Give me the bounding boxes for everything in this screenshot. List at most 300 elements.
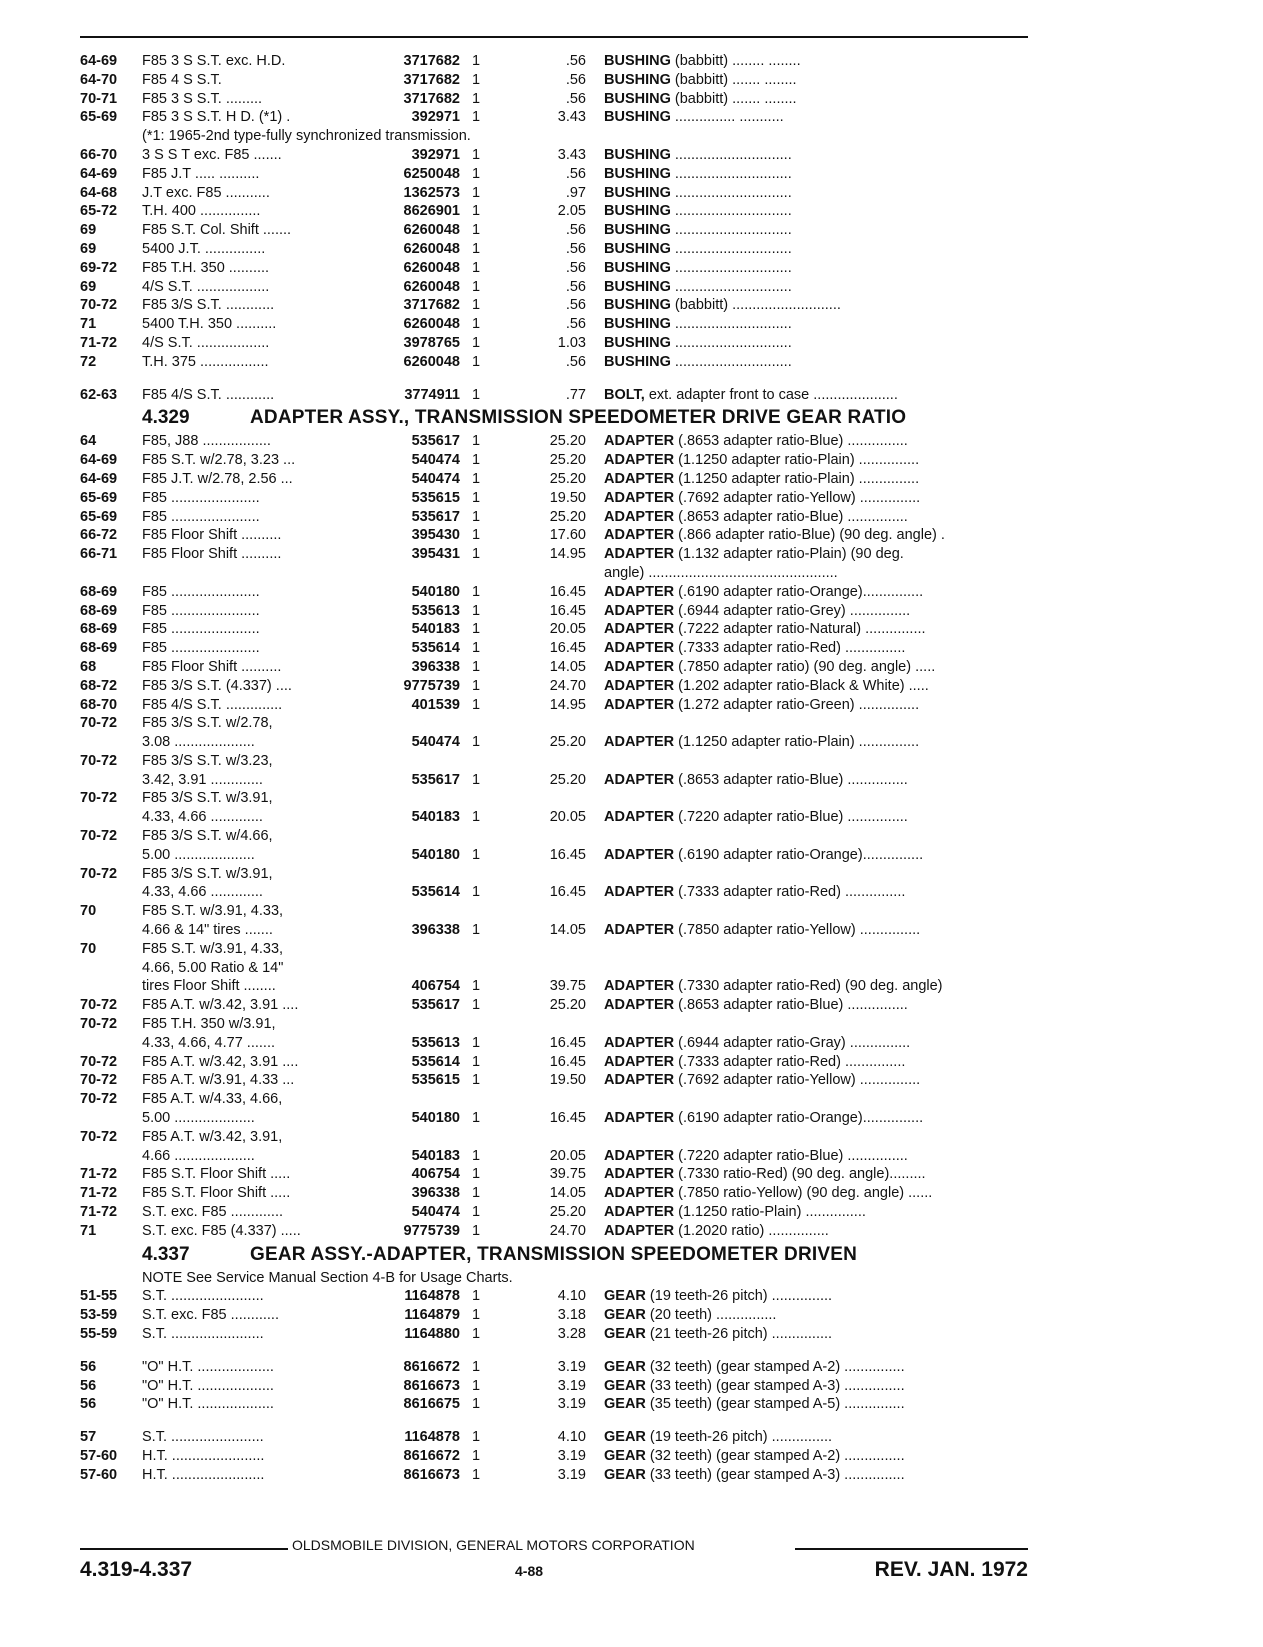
part-name-keyword: ADAPTER <box>604 997 675 1014</box>
part-name <box>604 71 1028 90</box>
price: 20.05 <box>549 1147 586 1164</box>
application: S.T. exc. F85 ............ <box>142 1307 279 1324</box>
part-name-detail: (.8653 adapter ratio-Blue) ............... <box>674 433 908 450</box>
part-row <box>80 846 1028 865</box>
price: .56 <box>565 53 586 69</box>
application: F85 A.T. w/3.91, 4.33 ... <box>142 1072 295 1089</box>
model-years: 70-72 <box>80 790 118 807</box>
price: 25.20 <box>549 470 586 487</box>
part-row <box>80 1034 1028 1053</box>
part-number: 535617 <box>411 771 460 788</box>
part-name-keyword: ADAPTER <box>604 1204 675 1221</box>
part-row <box>80 1466 1028 1485</box>
part-row <box>80 202 1028 221</box>
part-number: 8626901 <box>403 203 460 220</box>
part-name-keyword: ADAPTER <box>604 1185 675 1202</box>
row-spacer <box>80 372 1028 386</box>
part-number: 540180 <box>411 1110 460 1127</box>
application: 5.00 .................... <box>142 1110 255 1127</box>
model-years: 70-72 <box>80 715 118 732</box>
application: F85 J.T ..... .......... <box>142 165 260 182</box>
part-number: 8616672 <box>403 1447 460 1464</box>
model-years: 68-69 <box>80 602 118 619</box>
part-row <box>80 334 1028 353</box>
price: .56 <box>565 222 586 239</box>
part-name <box>604 1377 1028 1396</box>
part-row <box>80 90 1028 109</box>
part-name <box>604 184 1028 203</box>
part-row <box>80 1015 1028 1034</box>
price: 25.20 <box>549 1204 586 1221</box>
part-row <box>80 1090 1028 1109</box>
quantity: 1 <box>472 978 481 995</box>
part-name <box>604 1447 1028 1466</box>
part-number: 3717682 <box>403 71 460 88</box>
quantity: 1 <box>472 334 481 351</box>
part-name-detail: (.7333 adapter ratio-Red) ............... <box>674 1053 906 1070</box>
part-row <box>80 883 1028 902</box>
part-row <box>80 386 1028 405</box>
model-years: 70-72 <box>80 828 118 845</box>
quantity: 1 <box>472 222 481 239</box>
model-years: 53-59 <box>80 1307 118 1324</box>
application: S.T. exc. F85 ............. <box>142 1204 284 1221</box>
part-name-keyword: ADAPTER <box>604 978 675 995</box>
application: F85 A.T. w/3.42, 3.91 .... <box>142 1053 299 1070</box>
application: "O" H.T. ................... <box>142 1358 274 1375</box>
quantity: 1 <box>472 1166 481 1183</box>
quantity: 1 <box>472 203 481 220</box>
part-name-detail: ............................. <box>670 222 792 239</box>
part-name <box>604 1325 1028 1344</box>
part-row <box>80 489 1028 508</box>
part-name-detail: (21 teeth-26 pitch) ............... <box>645 1326 833 1342</box>
model-years: 56 <box>80 1396 97 1413</box>
part-row <box>80 1165 1028 1184</box>
part-name-keyword: ADAPTER <box>604 1147 675 1164</box>
model-years: 68-72 <box>80 677 118 694</box>
part-name-keyword: GEAR <box>604 1377 646 1394</box>
part-name-keyword: GEAR <box>604 1447 646 1464</box>
price: 16.45 <box>549 640 586 657</box>
quantity: 1 <box>472 353 481 370</box>
quantity: 1 <box>472 997 481 1014</box>
part-name-detail: (.6190 adapter ratio-Orange)............... <box>674 583 924 600</box>
part-name-keyword: ADAPTER <box>604 922 675 939</box>
part-number: 392971 <box>411 109 460 126</box>
model-years: 69-72 <box>80 259 118 276</box>
model-years: 66-72 <box>80 527 118 544</box>
part-name <box>604 1034 1028 1053</box>
part-name-detail: (.6190 adapter ratio-Orange)............... <box>674 1110 924 1127</box>
price: 16.45 <box>549 602 586 619</box>
price: 25.20 <box>549 433 586 450</box>
part-number: 540183 <box>411 809 460 826</box>
part-row <box>80 658 1028 677</box>
model-years: 66-70 <box>80 146 118 163</box>
row-spacer <box>80 1414 1028 1428</box>
part-name-keyword: GEAR <box>604 1288 646 1305</box>
part-row <box>80 752 1028 771</box>
part-name <box>604 1184 1028 1203</box>
part-name-detail: (.7222 adapter ratio-Natural) ............... <box>674 621 926 638</box>
part-row <box>80 1147 1028 1166</box>
part-name-keyword: BUSHING <box>604 259 671 276</box>
price: 39.75 <box>549 1166 586 1183</box>
part-row <box>80 296 1028 315</box>
quantity: 1 <box>472 922 481 939</box>
part-name <box>604 240 1028 259</box>
part-name <box>604 146 1028 165</box>
part-name-keyword: ADAPTER <box>604 1034 675 1051</box>
section-number: 4.329 <box>142 407 190 429</box>
price: 20.05 <box>549 809 586 826</box>
model-years: 70-72 <box>80 1016 118 1033</box>
application: F85 S.T. w/3.91, 4.33, <box>142 903 284 920</box>
part-number: 6260048 <box>403 353 460 370</box>
application: F85 ...................... <box>142 621 260 638</box>
part-row <box>80 771 1028 790</box>
part-row <box>80 526 1028 545</box>
model-years: 57-60 <box>80 1447 118 1464</box>
application: 5.00 .................... <box>142 846 255 863</box>
part-row <box>80 1377 1028 1396</box>
part-name-detail: (32 teeth) (gear stamped A-2) ............... <box>645 1358 905 1375</box>
part-name <box>604 315 1028 334</box>
part-row <box>80 184 1028 203</box>
quantity: 1 <box>472 165 481 182</box>
price: 3.19 <box>557 1377 586 1394</box>
quantity: 1 <box>472 316 481 333</box>
price: 14.05 <box>549 922 586 939</box>
part-name <box>604 771 1028 790</box>
application: F85 3/S S.T. (4.337) .... <box>142 677 292 694</box>
model-years: 57-60 <box>80 1466 118 1483</box>
quantity: 1 <box>472 621 481 638</box>
part-name <box>604 583 1028 602</box>
part-name <box>604 921 1028 940</box>
price: 3.19 <box>557 1466 586 1483</box>
part-number: 535615 <box>411 489 460 506</box>
part-name-keyword: ADAPTER <box>604 470 675 487</box>
footer-division: OLDSMOBILE DIVISION, GENERAL MOTORS CORPORATION <box>292 1537 695 1553</box>
part-row <box>80 677 1028 696</box>
part-row <box>80 1447 1028 1466</box>
price: 39.75 <box>549 978 586 995</box>
part-name-detail: (.7330 ratio-Red) (90 deg. angle)......... <box>674 1166 926 1183</box>
quantity: 1 <box>472 1053 481 1070</box>
part-name <box>604 489 1028 508</box>
part-number: 395430 <box>411 527 460 544</box>
part-row <box>80 789 1028 808</box>
part-name-keyword: ADAPTER <box>604 621 675 638</box>
part-name-keyword: GEAR <box>604 1429 646 1446</box>
part-name <box>604 1358 1028 1377</box>
application: 4.66 & 14" tires ....... <box>142 922 273 939</box>
model-years: 70-72 <box>80 997 118 1014</box>
part-name-detail: ............................. <box>670 203 792 220</box>
price: 4.10 <box>557 1288 586 1305</box>
model-years: 55-59 <box>80 1326 118 1342</box>
part-name <box>604 733 1028 752</box>
part-row <box>80 240 1028 259</box>
application: F85 ...................... <box>142 489 260 506</box>
part-name <box>604 202 1028 221</box>
part-row <box>80 808 1028 827</box>
part-number: 395431 <box>411 546 460 563</box>
price: 25.20 <box>549 452 586 469</box>
price: 14.95 <box>549 696 586 713</box>
model-years: 62-63 <box>80 386 118 403</box>
part-name-detail: ............................. <box>670 278 792 295</box>
part-name-detail: (.7850 ratio-Yellow) (90 deg. angle) ...... <box>674 1185 933 1202</box>
application: F85 4 S S.T. <box>142 71 222 88</box>
quantity: 1 <box>472 1288 481 1305</box>
application: F85 ...................... <box>142 640 260 657</box>
part-name-keyword: BOLT, <box>604 386 645 403</box>
part-row <box>80 353 1028 372</box>
part-name-detail: (1.202 adapter ratio-Black & White) ..... <box>674 677 929 694</box>
model-years: 64-70 <box>80 71 118 88</box>
quantity: 1 <box>472 527 481 544</box>
part-name <box>604 90 1028 109</box>
part-number: 535614 <box>411 1053 460 1070</box>
price: 25.20 <box>549 508 586 525</box>
part-row <box>80 921 1028 940</box>
application: F85 3 S S.T. exc. H.D. <box>142 53 286 69</box>
price: .56 <box>565 71 586 88</box>
section-title: GEAR ASSY.-ADAPTER, TRANSMISSION SPEEDOMETER DRIVEN <box>250 1243 858 1265</box>
note-row <box>80 1269 1028 1288</box>
part-number: 6260048 <box>403 259 460 276</box>
part-number: 9775739 <box>403 1222 460 1239</box>
price: 4.10 <box>557 1429 586 1446</box>
part-number: 540474 <box>411 1204 460 1221</box>
part-name-keyword: GEAR <box>604 1466 646 1483</box>
part-name-detail: (.8653 adapter ratio-Blue) ............... <box>674 997 908 1014</box>
application: F85 Floor Shift .......... <box>142 527 282 544</box>
model-years: 64 <box>80 433 97 450</box>
part-number: 535613 <box>411 1034 460 1051</box>
application: 4.33, 4.66, 4.77 ....... <box>142 1034 276 1051</box>
part-number: 540474 <box>411 734 460 751</box>
part-name <box>604 677 1028 696</box>
model-years: 69 <box>80 222 97 239</box>
price: 16.45 <box>549 884 586 901</box>
part-row <box>80 545 1028 564</box>
part-name <box>604 1071 1028 1090</box>
application: S.T. exc. F85 (4.337) ..... <box>142 1222 301 1239</box>
part-name-detail: (.7220 adapter ratio-Blue) ............... <box>674 1147 908 1164</box>
price: 3.19 <box>557 1447 586 1464</box>
part-number: 540180 <box>411 583 460 600</box>
part-name-detail: (.7850 adapter ratio-Yellow) ............... <box>674 922 921 939</box>
price: 2.05 <box>557 203 586 220</box>
footer-rule-left <box>80 1548 288 1550</box>
part-row <box>80 639 1028 658</box>
quantity: 1 <box>472 297 481 314</box>
part-row <box>80 108 1028 127</box>
part-name <box>604 1287 1028 1306</box>
price: .97 <box>565 184 586 201</box>
model-years: 65-69 <box>80 508 118 525</box>
part-name-detail: (babbitt) ....... ........ <box>670 90 797 107</box>
application: 5400 T.H. 350 .......... <box>142 316 277 333</box>
application: F85 3/S S.T. w/2.78, <box>142 715 273 732</box>
quantity: 1 <box>472 677 481 694</box>
model-years: 65-69 <box>80 489 118 506</box>
part-name-keyword: ADAPTER <box>604 846 675 863</box>
model-years: 70-72 <box>80 1128 118 1145</box>
part-name <box>604 658 1028 677</box>
price: 19.50 <box>549 489 586 506</box>
part-name-detail: (.6944 adapter ratio-Gray) ............... <box>674 1034 911 1051</box>
quantity: 1 <box>472 259 481 276</box>
application: F85 3 S S.T. H D. (*1) . <box>142 109 291 126</box>
part-name <box>604 620 1028 639</box>
model-years: 64-68 <box>80 184 118 201</box>
quantity: 1 <box>472 489 481 506</box>
price: 20.05 <box>549 621 586 638</box>
part-row <box>80 959 1028 978</box>
part-row <box>80 508 1028 527</box>
model-years: 69 <box>80 240 97 257</box>
part-name <box>604 470 1028 489</box>
application: F85 3/S S.T. w/3.91, <box>142 790 273 807</box>
application: 4.33, 4.66 ............. <box>142 809 263 826</box>
quantity: 1 <box>472 1377 481 1394</box>
model-years: 64-69 <box>80 53 118 69</box>
part-row <box>80 1071 1028 1090</box>
part-number: 535617 <box>411 508 460 525</box>
application: 4.66 .................... <box>142 1147 255 1164</box>
application: 3 S S T exc. F85 ....... <box>142 146 282 163</box>
part-row <box>80 221 1028 240</box>
part-name <box>604 353 1028 372</box>
quantity: 1 <box>472 53 481 69</box>
note-row <box>80 127 1028 146</box>
quantity: 1 <box>472 696 481 713</box>
part-name-detail: ............................. <box>670 165 792 182</box>
price: 16.45 <box>549 583 586 600</box>
part-row <box>80 1053 1028 1072</box>
footer-revision-date: REV. JAN. 1972 <box>874 1558 1028 1581</box>
model-years: 70-71 <box>80 90 118 107</box>
application: F85 3 S S.T. ......... <box>142 90 263 107</box>
part-name-keyword: BUSHING <box>604 146 671 163</box>
part-row <box>80 996 1028 1015</box>
price: 19.50 <box>549 1072 586 1089</box>
part-name-detail: (babbitt) ....... ........ <box>670 71 797 88</box>
part-name-detail: (35 teeth) (gear stamped A-5) ............... <box>645 1396 905 1413</box>
part-number: 1164878 <box>404 1429 460 1446</box>
part-row <box>80 259 1028 278</box>
model-years: 70-72 <box>80 752 118 769</box>
part-name-keyword: ADAPTER <box>604 1053 675 1070</box>
part-name-keyword: GEAR <box>604 1396 646 1413</box>
part-name-keyword: BUSHING <box>604 316 671 333</box>
quantity: 1 <box>472 1466 481 1483</box>
quantity: 1 <box>472 1307 481 1324</box>
model-years: 71 <box>80 316 97 333</box>
part-name <box>604 526 1028 545</box>
part-name <box>604 259 1028 278</box>
part-name-keyword: BUSHING <box>604 353 671 370</box>
model-years: 70-72 <box>80 1072 118 1089</box>
part-name <box>604 386 1028 405</box>
quantity: 1 <box>472 386 481 403</box>
section-heading <box>80 1241 1028 1269</box>
quantity: 1 <box>472 583 481 600</box>
price: 24.70 <box>549 677 586 694</box>
part-row <box>80 902 1028 921</box>
model-years: 68-69 <box>80 621 118 638</box>
part-row <box>80 1358 1028 1377</box>
part-name-keyword: ADAPTER <box>604 1166 675 1183</box>
quantity: 1 <box>472 1034 481 1051</box>
model-years: 65-69 <box>80 109 118 126</box>
part-name-detail: (.7220 adapter ratio-Blue) ............... <box>674 809 908 826</box>
application: 4.33, 4.66 ............. <box>142 884 263 901</box>
part-number: 535614 <box>411 640 460 657</box>
part-name-detail: (19 teeth-26 pitch) ............... <box>645 1288 833 1305</box>
application: F85 Floor Shift .......... <box>142 546 282 563</box>
part-name <box>604 1203 1028 1222</box>
application: F85 S.T. Floor Shift ..... <box>142 1166 291 1183</box>
part-row <box>80 165 1028 184</box>
price: 3.18 <box>557 1307 586 1324</box>
part-name <box>604 221 1028 240</box>
part-row <box>80 1287 1028 1306</box>
part-name-detail: ............................. <box>670 353 792 370</box>
price: 16.45 <box>549 1053 586 1070</box>
application: H.T. ....................... <box>142 1447 265 1464</box>
part-name <box>604 108 1028 127</box>
price: 16.45 <box>549 1110 586 1127</box>
footer-section-range: 4.319-4.337 <box>80 1558 193 1581</box>
application: "O" H.T. ................... <box>142 1396 274 1413</box>
application: F85 4/S S.T. .............. <box>142 696 283 713</box>
model-years: 68-70 <box>80 696 118 713</box>
parts-list <box>80 52 1028 1485</box>
quantity: 1 <box>472 109 481 126</box>
quantity: 1 <box>472 508 481 525</box>
part-name-keyword: ADAPTER <box>604 489 675 506</box>
application: 5400 J.T. ............... <box>142 240 266 257</box>
price: .56 <box>565 90 586 107</box>
part-name-keyword: BUSHING <box>604 297 671 314</box>
part-number: 3717682 <box>403 297 460 314</box>
price: 25.20 <box>549 734 586 751</box>
quantity: 1 <box>472 1185 481 1202</box>
price: 3.28 <box>557 1326 586 1342</box>
part-name <box>604 977 1028 996</box>
application: F85 4/S S.T. ............ <box>142 386 275 403</box>
part-name-detail: ............................. <box>670 184 792 201</box>
model-years: 64-69 <box>80 165 118 182</box>
model-years: 71-72 <box>80 1204 118 1221</box>
part-name <box>604 846 1028 865</box>
model-years: 71-72 <box>80 334 118 351</box>
quantity: 1 <box>472 658 481 675</box>
part-name-detail: (.7333 adapter ratio-Red) ............... <box>674 640 906 657</box>
part-name <box>604 1053 1028 1072</box>
price: 25.20 <box>549 771 586 788</box>
part-name-detail: ............... ........... <box>670 109 784 126</box>
part-name-detail: (.8653 adapter ratio-Blue) ............... <box>674 508 908 525</box>
price: 24.70 <box>549 1222 586 1239</box>
quantity: 1 <box>472 1110 481 1127</box>
